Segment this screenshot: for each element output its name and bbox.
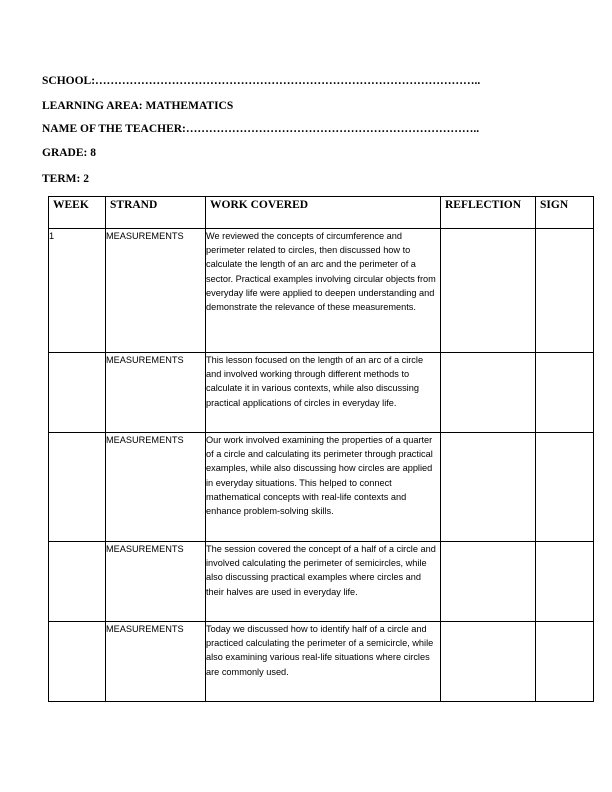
learning-area: LEARNING AREA: MATHEMATICS bbox=[42, 100, 234, 112]
reflection-cell[interactable] bbox=[441, 433, 536, 542]
work-covered-cell: Today we discussed how to identify half of a circle and practiced calculating the perimeter of a semicircle, while also examining various real-life situations where circles are commonly used. bbox=[206, 622, 441, 702]
work-covered-cell: Our work involved examining the properties of a quarter of a circle and calculating its perimeter through practical examples, while also discussing how circles are applied in everyday situations. This helped to connect mathematical concepts with real-life contexts and enhance problem-solving skills. bbox=[206, 433, 441, 542]
sign-cell[interactable] bbox=[536, 542, 594, 622]
strand-cell: MEASUREMENTS bbox=[106, 433, 206, 542]
sign-cell[interactable] bbox=[536, 622, 594, 702]
week-cell: 1 bbox=[49, 229, 106, 353]
column-header-sign: SIGN bbox=[536, 197, 594, 229]
table-row bbox=[49, 353, 594, 433]
column-header-reflection: REFLECTION bbox=[441, 197, 536, 229]
reflection-cell[interactable] bbox=[441, 542, 536, 622]
strand-cell: MEASUREMENTS bbox=[106, 542, 206, 622]
week-cell bbox=[49, 353, 106, 433]
column-header-week: WEEK bbox=[49, 197, 106, 229]
work-covered-cell: The session covered the concept of a half of a circle and involved calculating the perimeter of semicircles, while also discussing practical examples where circles and their halves are used in everyday life. bbox=[206, 542, 441, 622]
week-cell bbox=[49, 542, 106, 622]
term: TERM: 2 bbox=[42, 173, 89, 185]
teacher-name-field: NAME OF THE TEACHER:………………………………………………………………….. bbox=[42, 123, 480, 135]
table-row bbox=[49, 622, 594, 702]
sign-cell[interactable] bbox=[536, 433, 594, 542]
column-header-strand: STRAND bbox=[106, 197, 206, 229]
record-of-work-table bbox=[48, 196, 594, 702]
week-cell bbox=[49, 433, 106, 542]
sign-cell[interactable] bbox=[536, 229, 594, 353]
strand-cell: MEASUREMENTS bbox=[106, 622, 206, 702]
reflection-cell[interactable] bbox=[441, 353, 536, 433]
grade: GRADE: 8 bbox=[42, 147, 96, 159]
week-cell bbox=[49, 622, 106, 702]
sign-cell[interactable] bbox=[536, 353, 594, 433]
reflection-cell[interactable] bbox=[441, 229, 536, 353]
table-row bbox=[49, 433, 594, 542]
work-covered-cell: This lesson focused on the length of an arc of a circle and involved working through different methods to calculate it in various contexts, while also discussing practical applications of circles in everyday life. bbox=[206, 353, 441, 433]
work-covered-cell: We reviewed the concepts of circumference and perimeter related to circles, then discussed how to calculate the length of an arc and the perimeter of a sector. Practical examples involving circular objects from everyday life were applied to deepen understanding and demonstrate the relevance of these measurements. bbox=[206, 229, 441, 353]
school-field: SCHOOL:……………………………………………………………………………………….. bbox=[42, 75, 481, 87]
strand-cell: MEASUREMENTS bbox=[106, 229, 206, 353]
reflection-cell[interactable] bbox=[441, 622, 536, 702]
strand-cell: MEASUREMENTS bbox=[106, 353, 206, 433]
table-row bbox=[49, 229, 594, 353]
table-header-row bbox=[49, 197, 594, 229]
column-header-work-covered: WORK COVERED bbox=[206, 197, 441, 229]
table-row bbox=[49, 542, 594, 622]
